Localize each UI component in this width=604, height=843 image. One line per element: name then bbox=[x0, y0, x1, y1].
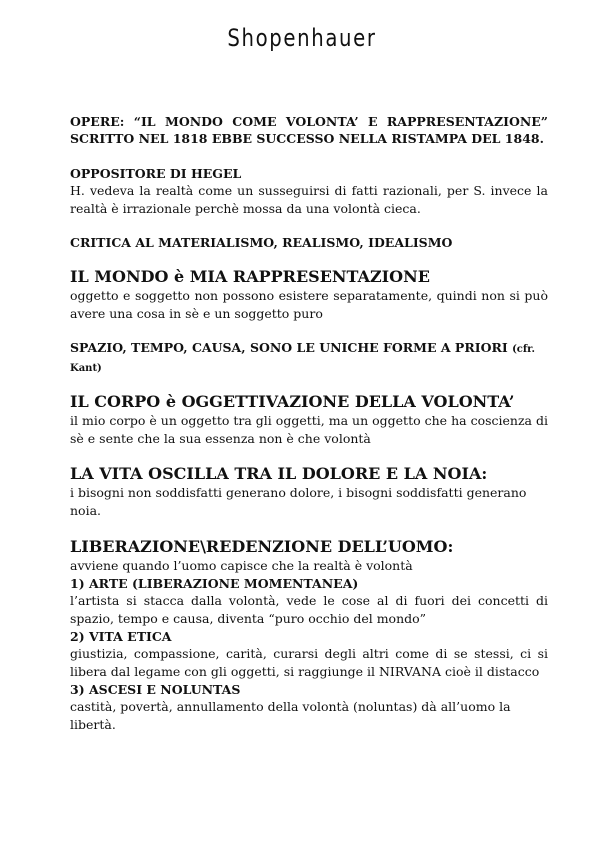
spazio-heading: SPAZIO, TEMPO, CAUSA, SONO LE UNICHE FORME A PRIORI bbox=[70, 340, 508, 355]
arte-text: l’artista si stacca dalla volontà, vede le cose al di fuori dei concetti di spazio, tempo e causa, diventa “puro occhio del mondo” bbox=[70, 593, 548, 626]
mondo-heading: IL MONDO è MIA RAPPRESENTAZIONE bbox=[70, 267, 430, 286]
vita-heading: LA VITA OSCILLA TRA IL DOLORE E LA NOIA: bbox=[70, 464, 488, 483]
vita-etica-text: giustizia, compassione, carità, curarsi degli altri come di se stessi, ci si libera dal legame con gli oggetti, si raggiunge il NIRVANA cioè il distacco bbox=[70, 646, 548, 679]
critica-heading: CRITICA AL MATERIALISMO, REALISMO, IDEALISMO bbox=[70, 235, 453, 250]
oppositore-heading: OPPOSITORE DI HEGEL bbox=[70, 166, 242, 181]
corpo-text: il mio corpo è un oggetto tra gli oggetti, ma un oggetto che ha coscienza di sè e sente che la sua essenza non è che volontà bbox=[70, 413, 548, 446]
mondo-text: oggetto e soggetto non possono esistere separatamente, quindi non si può avere una cosa in sè e un soggetto puro bbox=[70, 288, 548, 321]
liberazione-intro: avviene quando l’uomo capisce che la realtà è volontà bbox=[70, 558, 413, 573]
document-title: Shopenhauer bbox=[227, 24, 377, 52]
spazio-heading-line bbox=[70, 339, 548, 377]
vita-etica-heading: 2) VITA ETICA bbox=[70, 629, 172, 644]
ascesi-heading: 3) ASCESI E NOLUNTAS bbox=[70, 682, 241, 697]
ascesi-text: castità, povertà, annullamento della volontà (noluntas) dà all’uomo la libertà. bbox=[70, 699, 511, 732]
opere-heading: OPERE: “IL MONDO COME VOLONTA’ E RAPPRESENTAZIONE” SCRITTO NEL 1818 EBBE SUCCESSO NELLA RISTAMPA DEL 1848. bbox=[70, 114, 548, 146]
document-body bbox=[70, 113, 548, 734]
oppositore-text: H. vedeva la realtà come un susseguirsi di fatti razionali, per S. invece la realtà è irrazionale perchè mossa da una volontà cieca. bbox=[70, 183, 548, 216]
spazio-note: (cfr. Kant) bbox=[70, 344, 536, 374]
arte-heading: 1) ARTE (LIBERAZIONE MOMENTANEA) bbox=[70, 576, 359, 591]
corpo-heading: IL CORPO è OGGETTIVAZIONE DELLA VOLONTA’ bbox=[70, 392, 515, 411]
vita-text: i bisogni non soddisfatti generano dolore, i bisogni soddisfatti generano noia. bbox=[70, 485, 527, 518]
liberazione-heading: LIBERAZIONE\REDENZIONE DELL’UOMO: bbox=[70, 537, 454, 556]
